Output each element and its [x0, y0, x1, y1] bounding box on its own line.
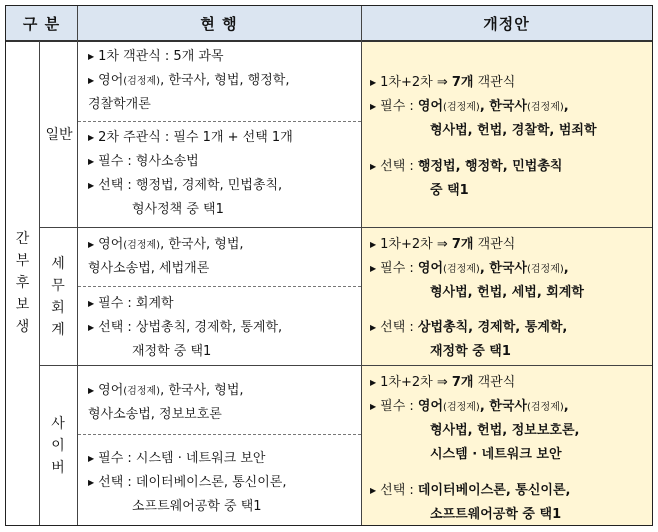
group-label-char: 간 — [15, 231, 30, 247]
header-category: 구 분 — [6, 6, 77, 40]
row-label-cyber: 사 이 버 — [51, 415, 65, 476]
current-item: ▶ 2차 주관식 : 필수 1개 + 선택 1개 — [88, 130, 293, 145]
revised-elective: ▶ 선택 : 행정법, 행정학, 민법총칙 — [370, 159, 563, 174]
revised-item: ▶ 1차+2차 ⇒ 7개 객관식 — [370, 75, 516, 90]
current-item: ▶ 영어(검정제), 한국사, 형법, — [88, 383, 244, 398]
group-label — [6, 41, 39, 525]
current-item: ▶ 영어(검정제), 한국사, 형법, — [88, 237, 244, 252]
revised-required: ▶ 필수 : 영어(검정제), 한국사(검정제), — [370, 399, 569, 414]
revised-elective: ▶ 선택 : 데이터베이스론, 통신이론, — [370, 483, 571, 498]
revised-elective-cont: 소프트웨어공학 중 택1 — [430, 507, 562, 522]
current-item-cont: 형사소송법, 정보보호론 — [88, 407, 222, 422]
header-current: 현 행 — [77, 6, 361, 40]
revised-required-cont: 형사법, 헌법, 세법, 회계학 — [430, 285, 584, 300]
current-item: ▶ 선택 : 행정법, 경제학, 민법총칙, — [88, 178, 283, 193]
current-item: ▶ 필수 : 시스템 · 네트워크 보안 — [88, 451, 266, 466]
revised-item: ▶ 1차+2차 ⇒ 7개 객관식 — [370, 237, 516, 252]
row-label-tax-accounting: 세 무 회 계 — [51, 255, 65, 338]
revised-required: ▶ 필수 : 영어(검정제), 한국사(검정제), — [370, 99, 569, 114]
row-label-general: 일반 — [45, 127, 73, 143]
current-item-cont: 소프트웨어공학 중 택1 — [132, 499, 262, 514]
revised-item: ▶ 1차+2차 ⇒ 7개 객관식 — [370, 375, 516, 390]
current-item: ▶ 선택 : 데이터베이스론, 통신이론, — [88, 475, 287, 490]
current-item: ▶ 1차 객관식 : 5개 과목 — [88, 49, 224, 64]
current-item: ▶ 필수 : 회계학 — [88, 296, 174, 311]
group-label-char: 보 — [15, 297, 30, 313]
group-label-char: 후 — [15, 275, 30, 291]
current-item-cont: 경찰학개론 — [88, 97, 151, 112]
current-item-cont: 형사소송법, 세법개론 — [88, 261, 210, 276]
revised-elective: ▶ 선택 : 상법총칙, 경제학, 통계학, — [370, 320, 568, 335]
revised-required-cont: 시스템 · 네트워크 보안 — [430, 447, 562, 462]
current-item: ▶ 영어(검정제), 한국사, 형법, 행정학, — [88, 73, 290, 88]
group-label-char: 생 — [15, 319, 30, 335]
revised-elective-cont: 재정학 중 택1 — [430, 344, 511, 359]
group-label-char: 부 — [15, 253, 30, 269]
current-item: ▶ 필수 : 형사소송법 — [88, 154, 199, 169]
current-item: ▶ 선택 : 상법총칙, 경제학, 통계학, — [88, 320, 283, 335]
revised-elective-cont: 중 택1 — [430, 183, 469, 198]
revised-required-cont: 형사법, 헌법, 정보보호론, — [430, 423, 580, 438]
comparison-table — [5, 5, 653, 526]
current-item-cont: 형사정책 중 택1 — [132, 202, 224, 217]
revised-required: ▶ 필수 : 영어(검정제), 한국사(검정제), — [370, 261, 569, 276]
header-revised: 개정안 — [361, 6, 652, 40]
current-item-cont: 재정학 중 택1 — [132, 344, 212, 359]
revised-required-cont: 형사법, 헌법, 경찰학, 범죄학 — [430, 123, 597, 138]
